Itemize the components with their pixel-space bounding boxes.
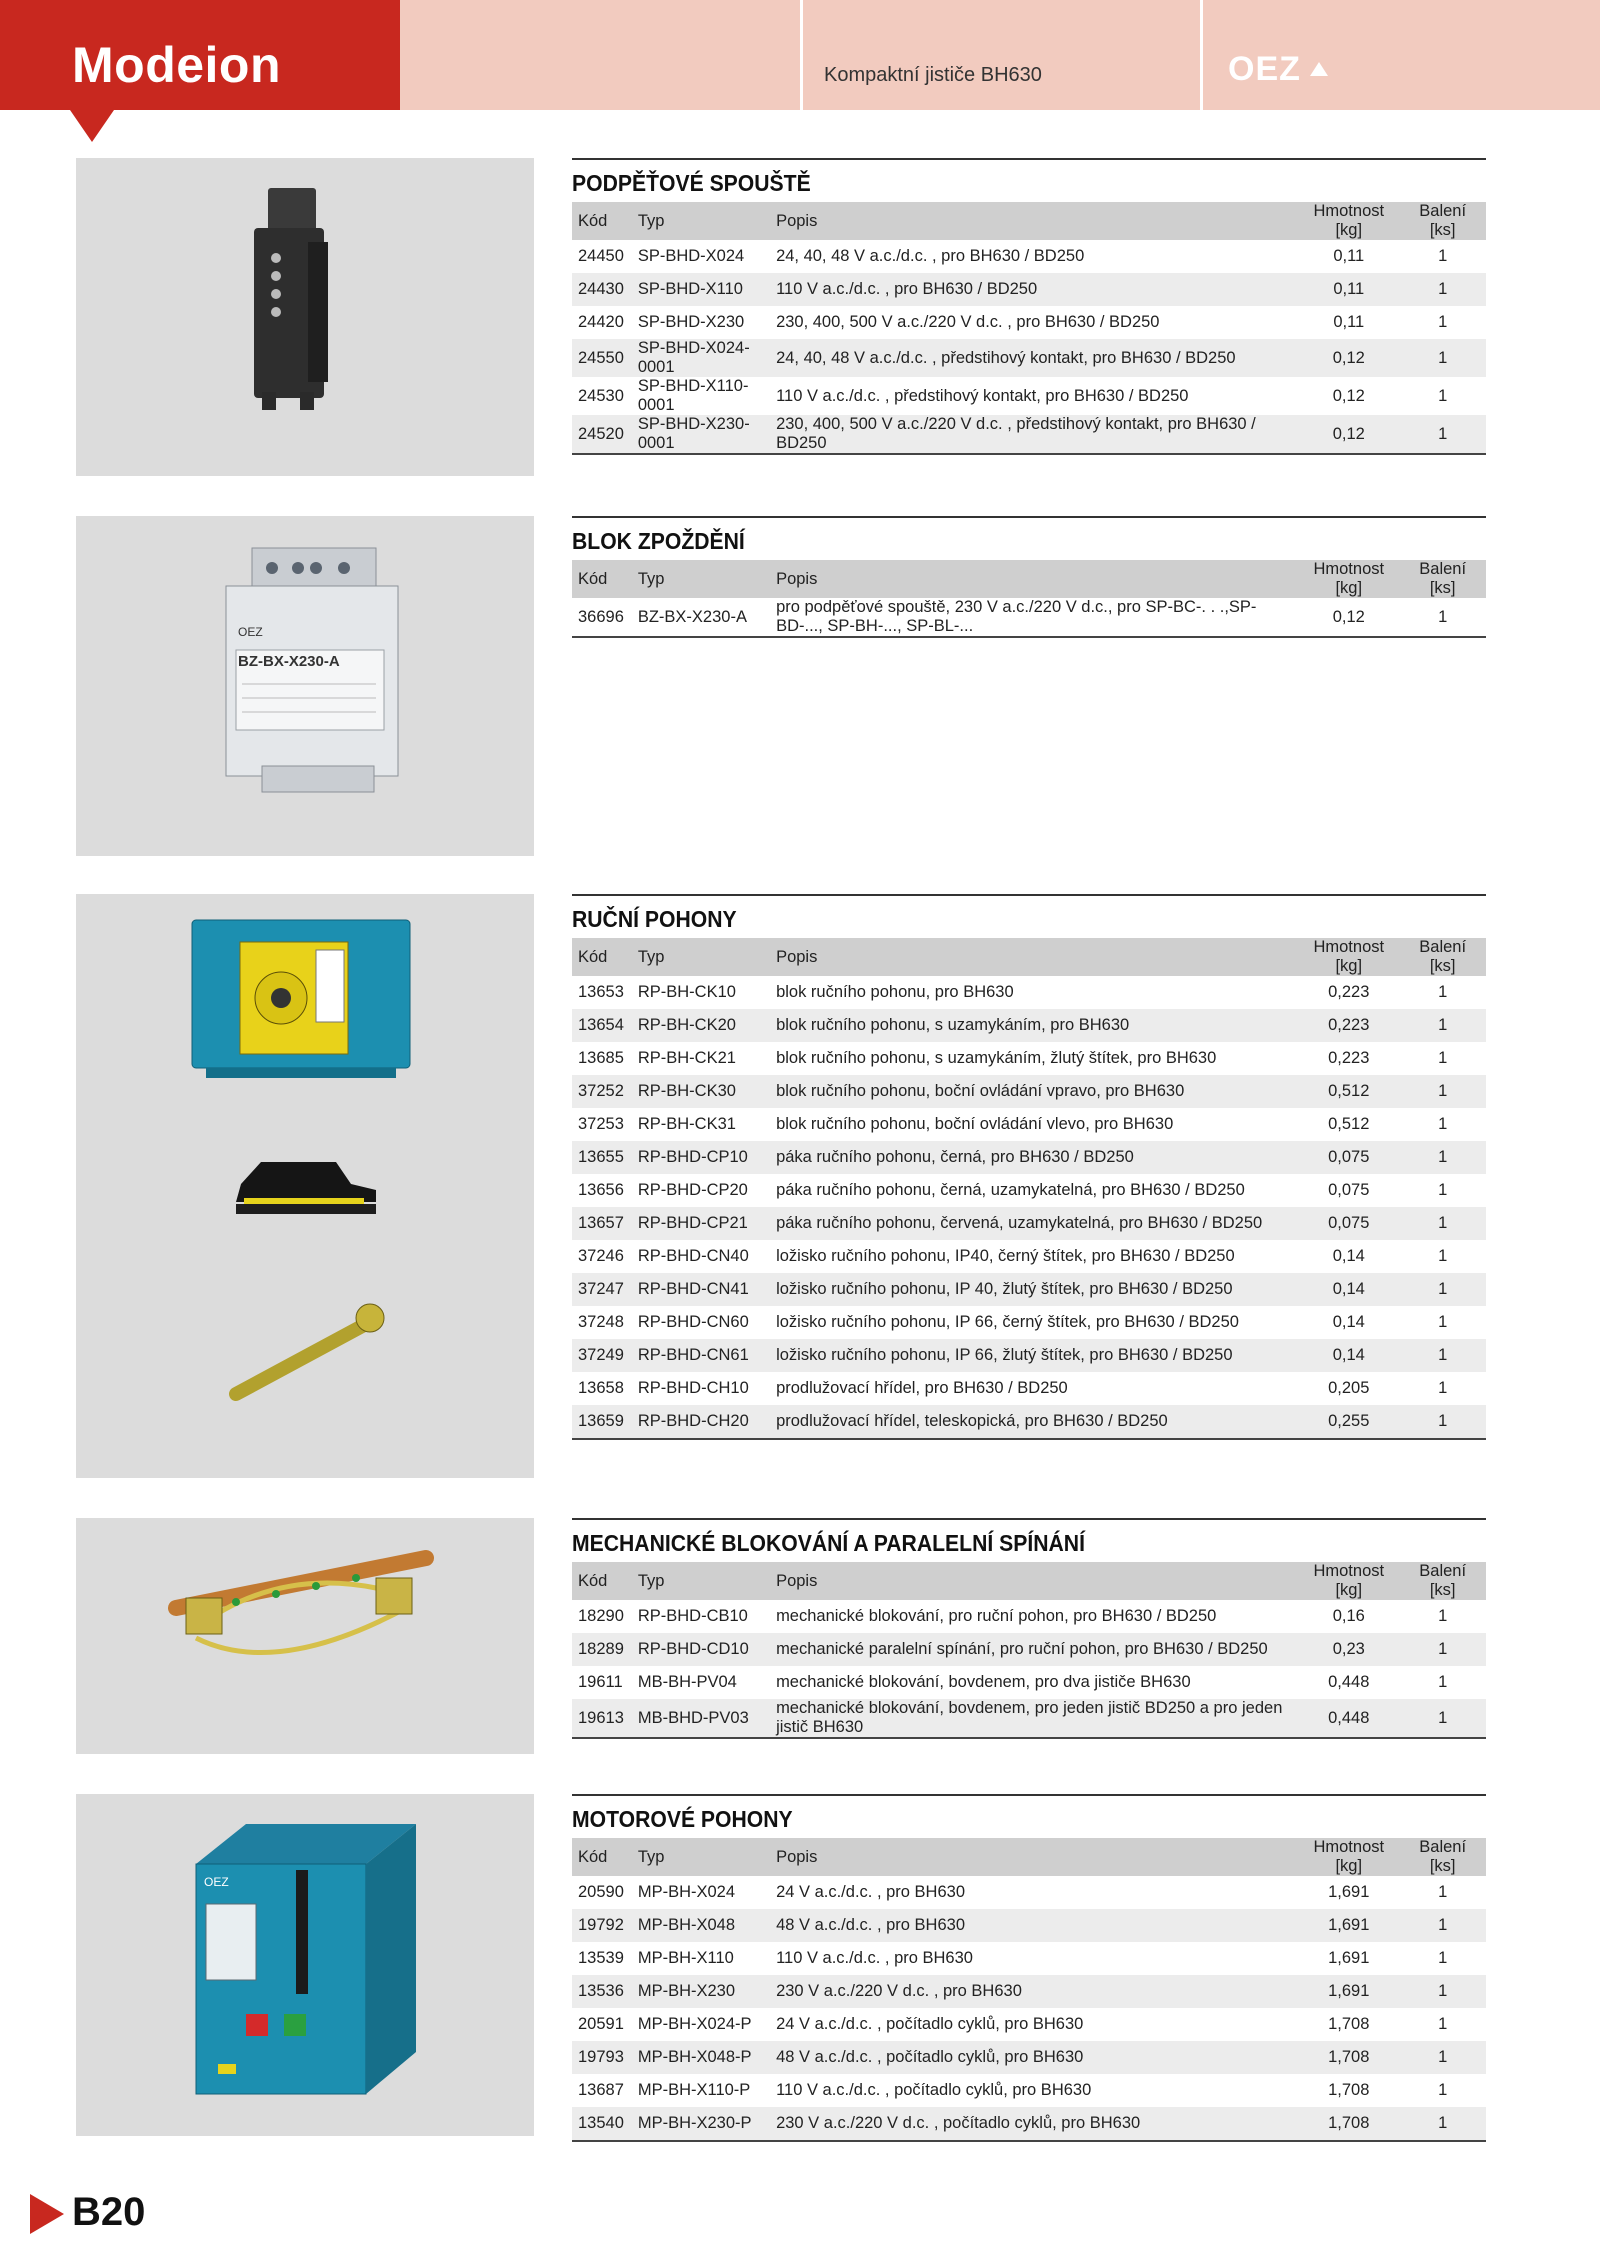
cell-popis: prodlužovací hřídel, pro BH630 / BD250 [776,1379,1068,1397]
cell-popis: 230 V a.c./220 V d.c. , počítadlo cyklů, pro BH630 [770,2107,1298,2141]
cell-kod: 13539 [578,1949,624,1967]
cell-kod: 24520 [572,415,632,454]
col-header-hmotnost: Hmotnost [kg] [1298,202,1399,240]
table-row [572,1273,1486,1306]
product-image-panel [76,894,534,1478]
section-delay-block [76,516,1486,856]
motor-drive-image [76,1794,534,2136]
cell-hmotnost: 1,691 [1328,1883,1370,1901]
section-title: BLOK ZPOŽDĚNÍ [572,528,745,554]
section-title: RUČNÍ POHONY [572,906,737,932]
table-row [572,240,1486,273]
cell-typ: SP-BHD-X230 [637,313,745,331]
cell-popis: 24, 40, 48 V a.c./d.c. , pro BH630 / BD250 [776,247,1085,265]
col-header-hmotnost: Hmotnost [kg] [1298,1562,1399,1600]
cell-kod: 13687 [578,2081,624,2099]
cell-hmotnost: 0,223 [1328,983,1370,1001]
cell-hmotnost: 0,075 [1328,1181,1370,1199]
table-row [572,306,1486,339]
cell-kod: 13653 [578,983,624,1001]
cell-kod: 24550 [572,339,632,377]
cell-typ: MP-BH-X230-P [632,2107,770,2141]
cell-popis: 230, 400, 500 V a.c./220 V d.c. , pro BH630 / BD250 [776,313,1160,331]
col-header-kod: Kód [572,202,632,240]
product-image-panel [76,516,534,856]
cell-typ: MP-BH-X024-P [637,2015,752,2033]
col-header-kod: Kód [572,1562,632,1600]
cell-hmotnost: 0,512 [1298,1075,1399,1108]
cell-kod: 37246 [578,1247,624,1265]
cell-hmotnost: 1,708 [1328,2081,1370,2099]
cell-baleni: 1 [1438,1949,1448,1967]
cell-popis: 230, 400, 500 V a.c./220 V d.c. , předstihový kontakt, pro BH630 / BD250 [770,415,1298,454]
cell-kod: 24450 [578,247,624,265]
cell-typ: RP-BH-CK31 [637,1115,736,1133]
cell-popis: ložisko ručního pohonu, IP 66, žlutý štítek, pro BH630 / BD250 [770,1339,1298,1372]
cell-hmotnost: 0,075 [1298,1141,1399,1174]
section-rule [572,1518,1486,1520]
col-header-kod: Kód [572,560,632,598]
cell-baleni: 1 [1399,415,1486,454]
table-row [572,1975,1486,2008]
cell-kod: 37248 [578,1313,624,1331]
col-header-popis: Popis [770,560,1298,598]
cell-baleni: 1 [1438,1049,1448,1067]
table-row [572,1207,1486,1240]
cell-typ: MP-BH-X048 [632,1909,770,1942]
cell-hmotnost: 0,12 [1298,339,1399,377]
cell-baleni: 1 [1438,1607,1448,1625]
cell-popis: blok ručního pohonu, s uzamykáním, pro BH630 [770,1009,1298,1042]
cell-typ: RP-BHD-CH10 [637,1379,749,1397]
table-row [572,1240,1486,1273]
cell-hmotnost: 0,14 [1332,1313,1365,1331]
cell-typ: SP-BHD-X110 [632,273,770,306]
table-row [572,2074,1486,2107]
mechanical-interlock-image [76,1518,534,1754]
cell-kod: 13540 [572,2107,632,2141]
section-title: MOTOROVÉ POHONY [572,1806,793,1832]
cell-kod: 18289 [572,1633,632,1666]
cell-baleni: 1 [1438,1247,1448,1265]
cell-hmotnost: 0,12 [1298,598,1399,637]
cell-typ: RP-BH-CK20 [632,1009,770,1042]
cell-kod: 13655 [572,1141,632,1174]
cell-baleni: 1 [1399,1339,1486,1372]
col-header-hmotnost: Hmotnost [kg] [1298,560,1399,598]
product-table [572,938,1486,1440]
cell-baleni: 1 [1399,2041,1486,2074]
delay-block-brand: OEZ [238,625,263,639]
cell-hmotnost: 0,223 [1298,1009,1399,1042]
cell-hmotnost: 0,23 [1298,1633,1399,1666]
product-table [572,560,1486,638]
table-row [572,1372,1486,1405]
cell-hmotnost: 0,14 [1298,1339,1399,1372]
delay-block-model: BZ-BX-X230-A [238,653,340,670]
product-table [572,1562,1486,1739]
cell-typ: MP-BH-X230 [632,1975,770,2008]
cell-kod: 24430 [572,273,632,306]
cell-typ: SP-BHD-X024-0001 [632,339,770,377]
table-row [572,2107,1486,2141]
cell-kod: 19792 [572,1909,632,1942]
undervoltage-release-image [76,158,534,476]
cell-popis: mechanické blokování, bovdenem, pro dva jističe BH630 [776,1673,1191,1691]
cell-baleni: 1 [1399,2107,1486,2141]
cell-kod: 13536 [572,1975,632,2008]
cell-popis: 110 V a.c./d.c. , počítadlo cyklů, pro BH630 [776,2081,1092,2099]
table-row [572,1009,1486,1042]
cell-hmotnost: 1,708 [1298,2107,1399,2141]
cell-hmotnost: 0,255 [1298,1405,1399,1439]
cell-hmotnost: 0,14 [1332,1247,1365,1265]
table-row [572,598,1486,637]
cell-baleni: 1 [1438,313,1448,331]
cell-baleni: 1 [1438,1883,1448,1901]
table-row [572,1042,1486,1075]
product-table [572,202,1486,455]
cell-kod: 13657 [572,1207,632,1240]
cell-popis: 110 V a.c./d.c. , předstihový kontakt, pro BH630 / BD250 [776,386,1189,405]
cell-hmotnost: 0,11 [1333,247,1365,265]
header-separator [800,0,803,110]
cell-hmotnost: 0,11 [1333,313,1365,331]
section-rule [572,894,1486,896]
cell-typ: RP-BHD-CN41 [632,1273,770,1306]
document-title: Kompaktní jističe BH630 [824,64,1042,86]
product-table [572,1838,1486,2142]
col-header-typ: Typ [632,1838,770,1876]
cell-kod: 13659 [572,1405,632,1439]
cell-typ: RP-BHD-CP10 [632,1141,770,1174]
cell-typ: RP-BHD-CH20 [632,1405,770,1439]
brand-triangle-marker [70,110,114,142]
cell-baleni: 1 [1438,2081,1448,2099]
cell-popis: ložisko ručního pohonu, IP 40, žlutý štítek, pro BH630 / BD250 [770,1273,1298,1306]
cell-typ: RP-BH-CK10 [637,983,736,1001]
col-header-typ: Typ [632,1562,770,1600]
cell-kod: 24420 [578,313,624,331]
section-rule [572,516,1486,518]
cell-baleni: 1 [1399,1207,1486,1240]
cell-popis: 24, 40, 48 V a.c./d.c. , předstihový kontakt, pro BH630 / BD250 [770,339,1298,377]
table-row [572,339,1486,377]
col-header-typ: Typ [632,938,770,976]
cell-popis: mechanické blokování, pro ruční pohon, pro BH630 / BD250 [776,1607,1217,1625]
cell-kod: 13656 [578,1181,624,1199]
cell-typ: MP-BH-X048-P [632,2041,770,2074]
cell-popis: 24 V a.c./d.c. , počítadlo cyklů, pro BH630 [776,2015,1084,2033]
table-row [572,1339,1486,1372]
cell-baleni: 1 [1438,2015,1448,2033]
manual-drives-image [76,894,534,1478]
col-header-baleni: Balení [ks] [1399,560,1486,598]
cell-baleni: 1 [1438,1115,1448,1133]
section-motor-drives [76,1794,1486,2136]
section-title: PODPĚŤOVÉ SPOUŠTĚ [572,170,811,196]
table-row [572,1666,1486,1699]
cell-typ: MP-BH-X110-P [637,2081,751,2099]
cell-popis: 24 V a.c./d.c. , pro BH630 [776,1883,965,1901]
section-title: MECHANICKÉ BLOKOVÁNÍ A PARALELNÍ SPÍNÁNÍ [572,1530,1085,1556]
col-header-popis: Popis [770,202,1298,240]
cell-hmotnost: 0,512 [1328,1115,1370,1133]
table-row [572,1141,1486,1174]
cell-popis: pro podpěťové spouště, 230 V a.c./220 V d.c., pro SP-BC-. . .,SP-BD-..., SP-BH-..., SP-BL-... [770,598,1298,637]
table-row [572,415,1486,454]
page-number: B20 [72,2190,146,2234]
cell-hmotnost: 0,12 [1332,386,1365,405]
cell-typ: SP-BHD-X024 [637,247,745,265]
table-row [572,1108,1486,1141]
cell-baleni: 1 [1399,1273,1486,1306]
cell-typ: MP-BH-X024 [637,1883,736,1901]
cell-popis: blok ručního pohonu, boční ovládání vlevo, pro BH630 [776,1115,1174,1133]
cell-baleni: 1 [1399,1975,1486,2008]
section-rule [572,158,1486,160]
table-row [572,1075,1486,1108]
product-image-panel [76,1518,534,1754]
cell-popis: blok ručního pohonu, pro BH630 [776,983,1014,1001]
cell-popis: ložisko ručního pohonu, IP 66, černý štítek, pro BH630 / BD250 [776,1313,1239,1331]
col-header-popis: Popis [770,1838,1298,1876]
cell-kod: 19613 [572,1699,632,1738]
col-header-kod: Kód [572,1838,632,1876]
cell-kod: 37253 [578,1115,624,1133]
table-row [572,2008,1486,2041]
cell-typ: MP-BH-X110 [637,1949,734,1967]
cell-hmotnost: 0,12 [1298,415,1399,454]
cell-baleni: 1 [1399,273,1486,306]
cell-baleni: 1 [1438,1181,1448,1199]
page-marker-arrow [30,2194,64,2234]
col-header-popis: Popis [770,1562,1298,1600]
motor-drive-brand: OEZ [204,1875,229,1889]
cell-baleni: 1 [1399,1909,1486,1942]
cell-baleni: 1 [1438,983,1448,1001]
cell-typ: RP-BH-CK30 [632,1075,770,1108]
col-header-typ: Typ [632,202,770,240]
cell-typ: RP-BHD-CD10 [632,1633,770,1666]
cell-typ: SP-BHD-X110-0001 [637,377,749,414]
cell-baleni: 1 [1438,1313,1448,1331]
cell-hmotnost: 0,205 [1328,1379,1370,1397]
cell-popis: blok ručního pohonu, s uzamykáním, žlutý štítek, pro BH630 [776,1049,1217,1067]
cell-baleni: 1 [1438,1673,1448,1691]
table-row [572,273,1486,306]
cell-popis: 230 V a.c./220 V d.c. , pro BH630 [770,1975,1298,2008]
cell-popis: páka ručního pohonu, černá, pro BH630 / BD250 [770,1141,1298,1174]
cell-popis: ložisko ručního pohonu, IP40, černý štítek, pro BH630 / BD250 [776,1247,1235,1265]
cell-baleni: 1 [1399,1009,1486,1042]
cell-popis: 48 V a.c./d.c. , pro BH630 [770,1909,1298,1942]
cell-typ: SP-BHD-X230-0001 [632,415,770,454]
cell-baleni: 1 [1399,1699,1486,1738]
cell-typ: RP-BHD-CP21 [632,1207,770,1240]
cell-typ: RP-BHD-CN61 [632,1339,770,1372]
cell-typ: MB-BHD-PV03 [632,1699,770,1738]
cell-kod: 37247 [572,1273,632,1306]
cell-typ: RP-BHD-CN40 [637,1247,749,1265]
cell-hmotnost: 1,691 [1298,1909,1399,1942]
brand-name: Modeion [72,37,282,93]
product-image-panel [76,158,534,476]
header-bar [400,0,1600,110]
cell-typ: RP-BHD-CB10 [637,1607,748,1625]
cell-hmotnost: 0,16 [1332,1607,1365,1625]
cell-baleni: 1 [1438,386,1448,405]
cell-kod: 37249 [572,1339,632,1372]
header-separator [1200,0,1203,110]
table-row [572,1633,1486,1666]
cell-kod: 20590 [578,1883,624,1901]
cell-popis: blok ručního pohonu, boční ovládání vpravo, pro BH630 [770,1075,1298,1108]
table-row [572,976,1486,1009]
cell-kod: 24530 [578,386,624,405]
col-header-hmotnost: Hmotnost [kg] [1298,1838,1399,1876]
cell-typ: RP-BHD-CN60 [637,1313,749,1331]
cell-popis: páka ručního pohonu, černá, uzamykatelná, pro BH630 / BD250 [776,1181,1245,1199]
cell-hmotnost: 1,691 [1298,1975,1399,2008]
oez-logo-triangle [1310,62,1328,76]
cell-popis: 110 V a.c./d.c. , pro BH630 [776,1949,973,1967]
cell-baleni: 1 [1399,1141,1486,1174]
cell-baleni: 1 [1438,247,1448,265]
col-header-hmotnost: Hmotnost [kg] [1298,938,1399,976]
cell-popis: mechanické blokování, bovdenem, pro jeden jistič BD250 a pro jeden jistič BH630 [770,1699,1298,1738]
cell-hmotnost: 0,14 [1298,1273,1399,1306]
col-header-baleni: Balení [ks] [1399,1562,1486,1600]
table-row [572,2041,1486,2074]
cell-baleni: 1 [1438,1379,1448,1397]
cell-typ: RP-BHD-CP20 [637,1181,748,1199]
cell-popis: prodlužovací hřídel, teleskopická, pro BH630 / BD250 [770,1405,1298,1439]
col-header-baleni: Balení [ks] [1399,938,1486,976]
cell-baleni: 1 [1399,598,1486,637]
cell-hmotnost: 1,691 [1328,1949,1370,1967]
table-row [572,1306,1486,1339]
cell-hmotnost: 0,223 [1328,1049,1370,1067]
oez-logo: OEZ [1228,50,1301,88]
cell-kod: 13654 [572,1009,632,1042]
cell-kod: 20591 [578,2015,624,2033]
table-row [572,1174,1486,1207]
cell-kod: 13685 [578,1049,624,1067]
cell-typ: MB-BH-PV04 [637,1673,737,1691]
cell-kod: 36696 [572,598,632,637]
cell-hmotnost: 0,11 [1298,273,1399,306]
cell-popis: 110 V a.c./d.c. , pro BH630 / BD250 [770,273,1298,306]
cell-hmotnost: 0,448 [1328,1673,1370,1691]
cell-baleni: 1 [1399,1633,1486,1666]
table-row [572,1405,1486,1439]
table-row [572,1600,1486,1633]
section-rule [572,1794,1486,1796]
table-row [572,1699,1486,1738]
cell-popis: 48 V a.c./d.c. , počítadlo cyklů, pro BH630 [770,2041,1298,2074]
section-manual-drives [76,894,1486,1478]
cell-kod: 37252 [572,1075,632,1108]
delay-block-image [76,516,534,856]
cell-kod: 19793 [572,2041,632,2074]
cell-baleni: 1 [1399,1075,1486,1108]
cell-hmotnost: 0,448 [1298,1699,1399,1738]
product-image-panel [76,1794,534,2136]
table-row [572,1909,1486,1942]
cell-kod: 18290 [578,1607,624,1625]
cell-popis: páka ručního pohonu, červená, uzamykatelná, pro BH630 / BD250 [770,1207,1298,1240]
cell-hmotnost: 0,075 [1298,1207,1399,1240]
table-row [572,1876,1486,1909]
cell-hmotnost: 1,708 [1298,2041,1399,2074]
section-undervoltage-releases [76,158,1486,478]
cell-popis: mechanické paralelní spínání, pro ruční pohon, pro BH630 / BD250 [770,1633,1298,1666]
col-header-typ: Typ [632,560,770,598]
table-row [572,377,1486,415]
cell-kod: 19611 [578,1673,623,1691]
col-header-kod: Kód [572,938,632,976]
cell-baleni: 1 [1399,339,1486,377]
section-mechanical-interlock [76,1518,1486,1754]
col-header-popis: Popis [770,938,1298,976]
cell-typ: BZ-BX-X230-A [632,598,770,637]
cell-typ: RP-BH-CK21 [637,1049,736,1067]
col-header-baleni: Balení [ks] [1399,202,1486,240]
table-row [572,1942,1486,1975]
cell-hmotnost: 1,708 [1328,2015,1370,2033]
col-header-baleni: Balení [ks] [1399,1838,1486,1876]
cell-kod: 13658 [578,1379,624,1397]
cell-baleni: 1 [1399,1405,1486,1439]
